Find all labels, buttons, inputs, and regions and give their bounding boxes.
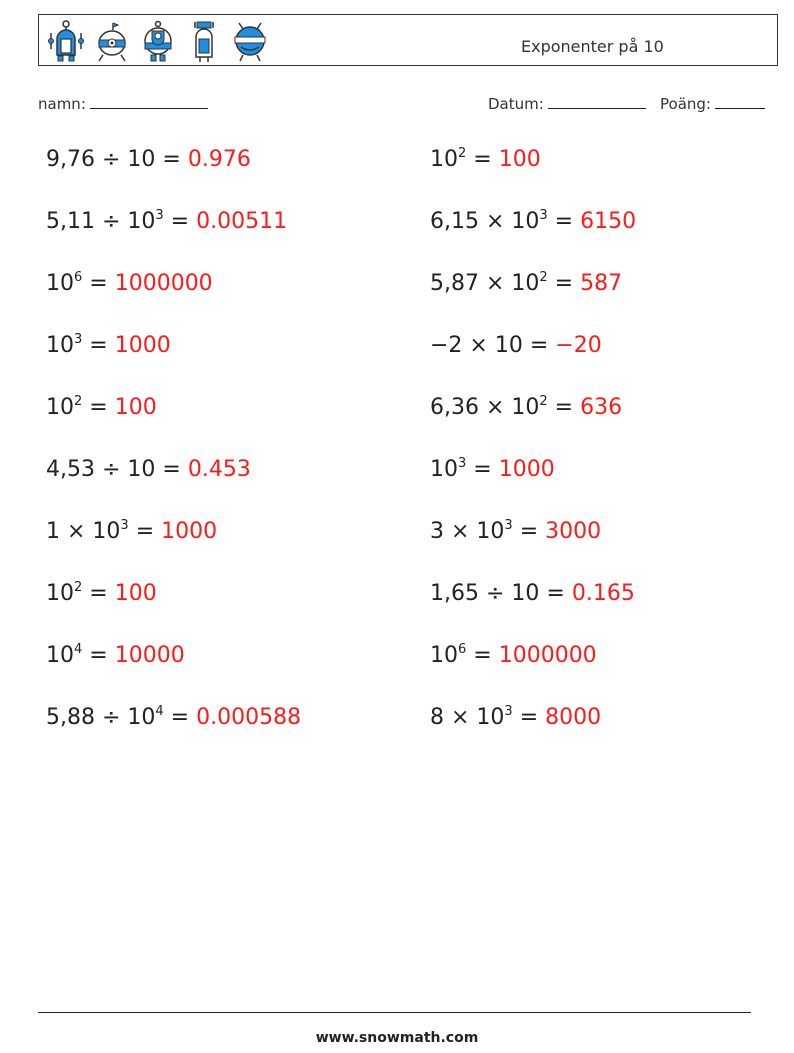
problem-expression: 8 × 10	[430, 705, 505, 730]
answer: 8000	[545, 705, 602, 730]
answer: 3000	[545, 519, 602, 544]
equals-sign: =	[512, 519, 546, 544]
problem-expression: 10	[430, 643, 458, 668]
problem-expression: 5,11 ÷ 10	[46, 209, 156, 234]
equals-sign: =	[128, 519, 162, 544]
exponent: 3	[458, 456, 467, 471]
answer: 0.453	[187, 457, 251, 482]
answer: 636	[580, 395, 623, 420]
problem-expression: 10	[430, 147, 458, 172]
problem-item	[46, 333, 171, 358]
problem-item	[430, 705, 601, 730]
problem-expression: −2 × 10 =	[430, 333, 556, 358]
equals-sign: =	[547, 395, 581, 420]
problem-item	[430, 395, 622, 420]
problem-item	[46, 209, 287, 234]
problem-expression: 1,65 ÷ 10 =	[430, 581, 572, 606]
answer: 1000	[161, 519, 218, 544]
exponent: 2	[74, 394, 83, 409]
footer-divider	[38, 1012, 751, 1013]
answer: −20	[555, 333, 602, 358]
equals-sign: =	[82, 581, 115, 606]
answer: 6150	[580, 209, 637, 234]
exponent: 3	[120, 518, 129, 533]
name-label: namn:	[38, 95, 86, 113]
problem-item	[46, 705, 301, 730]
problem-expression: 10	[430, 457, 458, 482]
problem-expression: 10	[46, 333, 74, 358]
exponent: 2	[74, 580, 83, 595]
problem-expression: 10	[46, 581, 74, 606]
exponent: 4	[74, 642, 83, 657]
equals-sign: =	[466, 643, 499, 668]
answer: 100	[114, 395, 157, 420]
worksheet-title: Exponenter på 10	[521, 37, 664, 56]
score-field[interactable]	[660, 94, 765, 113]
problem-expression: 6,15 × 10	[430, 209, 540, 234]
problem-expression: 5,88 ÷ 10	[46, 705, 156, 730]
exponent: 3	[504, 704, 513, 719]
answer: 0.976	[187, 147, 251, 172]
equals-sign: =	[163, 209, 197, 234]
problem-expression: 9,76 ÷ 10 =	[46, 147, 188, 172]
problem-item	[430, 147, 541, 172]
equals-sign: =	[163, 705, 197, 730]
answer: 0.00511	[196, 209, 288, 234]
exponent: 6	[458, 642, 467, 657]
answer: 1000000	[498, 643, 597, 668]
robot-5-icon	[231, 19, 269, 63]
problem-item	[430, 209, 636, 234]
exponent: 3	[155, 208, 164, 223]
answer: 1000000	[114, 271, 213, 296]
robot-2-icon	[93, 19, 131, 63]
problem-item	[46, 271, 213, 296]
score-label: Poäng:	[660, 95, 711, 113]
problem-item	[430, 519, 601, 544]
problem-expression: 5,87 × 10	[430, 271, 540, 296]
equals-sign: =	[82, 333, 115, 358]
robot-3-icon	[139, 19, 177, 63]
equals-sign: =	[512, 705, 546, 730]
worksheet-header	[38, 14, 778, 66]
equals-sign: =	[82, 395, 115, 420]
problem-item	[430, 333, 602, 358]
exponent: 2	[539, 394, 548, 409]
problem-expression: 3 × 10	[430, 519, 505, 544]
equals-sign: =	[547, 271, 581, 296]
problem-item	[46, 519, 217, 544]
date-field[interactable]	[488, 94, 646, 113]
exponent: 2	[539, 270, 548, 285]
problem-item	[430, 271, 622, 296]
equals-sign: =	[547, 209, 581, 234]
score-line	[715, 94, 765, 109]
robot-4-icon	[185, 19, 223, 63]
footer-site: www.snowmath.com	[315, 1030, 479, 1046]
exponent: 2	[458, 146, 467, 161]
problem-expression: 10	[46, 643, 74, 668]
problem-item	[46, 581, 157, 606]
problem-item	[46, 147, 251, 172]
problem-expression: 10	[46, 271, 74, 296]
problem-expression: 6,36 × 10	[430, 395, 540, 420]
problem-item	[430, 581, 635, 606]
name-field[interactable]	[38, 94, 208, 113]
exponent: 4	[155, 704, 164, 719]
name-line	[90, 94, 208, 109]
problem-expression: 1 × 10	[46, 519, 121, 544]
robot-1-icon	[47, 19, 85, 63]
problem-item	[46, 395, 157, 420]
exponent: 6	[74, 270, 83, 285]
answer: 10000	[114, 643, 185, 668]
answer: 1000	[114, 333, 171, 358]
robot-icons	[47, 19, 269, 63]
problem-expression: 4,53 ÷ 10 =	[46, 457, 188, 482]
equals-sign: =	[82, 643, 115, 668]
problem-item	[430, 457, 555, 482]
problem-item	[46, 643, 185, 668]
answer: 1000	[498, 457, 555, 482]
date-line	[548, 94, 646, 109]
equals-sign: =	[82, 271, 115, 296]
problem-item	[46, 457, 251, 482]
exponent: 3	[74, 332, 83, 347]
problem-expression: 10	[46, 395, 74, 420]
answer: 0.165	[571, 581, 635, 606]
answer: 587	[580, 271, 623, 296]
date-label: Datum:	[488, 95, 544, 113]
answer: 100	[114, 581, 157, 606]
answer: 0.000588	[196, 705, 302, 730]
exponent: 3	[504, 518, 513, 533]
equals-sign: =	[466, 147, 499, 172]
answer: 100	[498, 147, 541, 172]
exponent: 3	[539, 208, 548, 223]
problem-item	[430, 643, 597, 668]
equals-sign: =	[466, 457, 499, 482]
